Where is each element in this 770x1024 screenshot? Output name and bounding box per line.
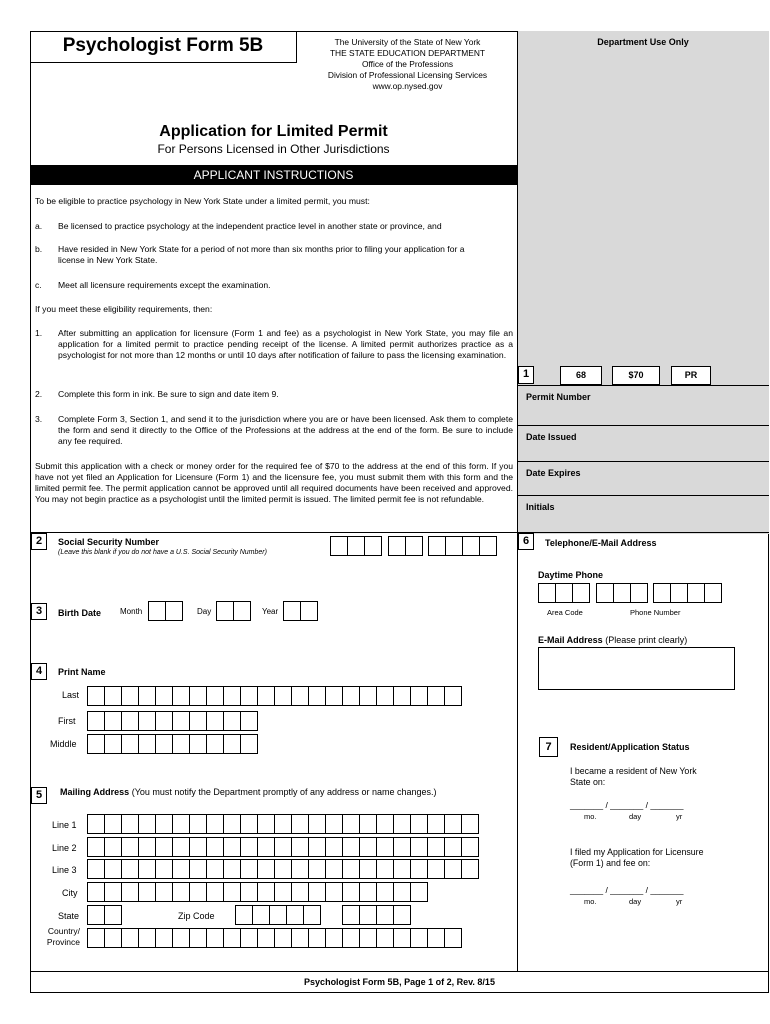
profession-code-box: PR: [671, 366, 711, 385]
address-char[interactable]: [138, 837, 156, 857]
country-char[interactable]: [444, 928, 462, 948]
ssn-digit[interactable]: [364, 536, 382, 556]
middle-name-char[interactable]: [121, 734, 139, 754]
address-char[interactable]: [325, 814, 343, 834]
address-char[interactable]: [172, 859, 190, 879]
country-char[interactable]: [291, 928, 309, 948]
country-char[interactable]: [427, 928, 445, 948]
last-name-char[interactable]: [308, 686, 326, 706]
ssn-digit[interactable]: [388, 536, 406, 556]
section-5-number: 5: [31, 787, 47, 804]
address-char[interactable]: [444, 837, 462, 857]
address-char[interactable]: [274, 814, 292, 834]
country-char[interactable]: [240, 928, 258, 948]
zip-digit[interactable]: [303, 905, 321, 925]
area-code-input[interactable]: [538, 583, 590, 603]
address-char[interactable]: [240, 814, 258, 834]
address-char[interactable]: [189, 859, 207, 879]
address-char[interactable]: [325, 837, 343, 857]
zip-digit[interactable]: [269, 905, 287, 925]
address-char[interactable]: [444, 859, 462, 879]
agency-website: www.op.nysed.gov: [372, 81, 443, 91]
first-name-char[interactable]: [121, 711, 139, 731]
zip-digit[interactable]: [393, 905, 411, 925]
section-6-number: 6: [518, 533, 534, 550]
address-char[interactable]: [461, 859, 479, 879]
email-input[interactable]: [538, 647, 735, 690]
first-name-char[interactable]: [138, 711, 156, 731]
mailing-address-note: (You must notify the Department promptly of any address or name changes.): [131, 787, 437, 797]
address-char[interactable]: [359, 814, 377, 834]
country-char[interactable]: [87, 928, 105, 948]
address-char[interactable]: [240, 837, 258, 857]
address-char[interactable]: [206, 859, 224, 879]
form-title-box: [30, 31, 297, 63]
requirement-c: Meet all licensure requirements except the examination.: [58, 280, 271, 290]
zip-digit[interactable]: [252, 905, 270, 925]
address-char[interactable]: [121, 837, 139, 857]
area-code-digit[interactable]: [538, 583, 556, 603]
first-name-char[interactable]: [87, 711, 105, 731]
req-a-marker: a.: [35, 221, 43, 231]
country-input[interactable]: [87, 928, 462, 948]
country-char[interactable]: [104, 928, 122, 948]
first-name-char[interactable]: [240, 711, 258, 731]
address-char[interactable]: [87, 859, 105, 879]
country-char[interactable]: [342, 928, 360, 948]
email-note: (Please print clearly): [605, 635, 688, 645]
address-char[interactable]: [376, 859, 394, 879]
city-char[interactable]: [240, 882, 258, 902]
ssn-input-area[interactable]: [428, 536, 497, 556]
address-char[interactable]: [308, 859, 326, 879]
state-label: State: [58, 911, 80, 921]
last-name-char[interactable]: [138, 686, 156, 706]
resident-status-label: Resident/Application Status: [570, 742, 690, 752]
first-name-char[interactable]: [206, 711, 224, 731]
agency-line: Division of Professional Licensing Services: [327, 70, 488, 80]
last-name-char[interactable]: [393, 686, 411, 706]
ssn-digit[interactable]: [479, 536, 497, 556]
address-char[interactable]: [393, 814, 411, 834]
city-char[interactable]: [155, 882, 173, 902]
instructions-bar: APPLICANT INSTRUCTIONS: [30, 165, 517, 185]
last-name-char[interactable]: [274, 686, 292, 706]
address-char[interactable]: [223, 814, 241, 834]
address-char[interactable]: [342, 814, 360, 834]
address-char[interactable]: [87, 837, 105, 857]
address-char[interactable]: [274, 837, 292, 857]
country-char[interactable]: [121, 928, 139, 948]
zip-code-input[interactable]: [235, 905, 321, 925]
form-title: Psychologist Form 5B: [62, 35, 264, 56]
section-2-number: 2: [31, 533, 47, 550]
address-char[interactable]: [104, 859, 122, 879]
address-char[interactable]: [376, 837, 394, 857]
address-char[interactable]: [189, 814, 207, 834]
address-line-1-label: Line 1: [52, 820, 77, 830]
last-name-char[interactable]: [121, 686, 139, 706]
instructions-intro: To be eligible to practice psychology in New York State under a limited permit, you must:: [35, 196, 370, 206]
address-char[interactable]: [410, 859, 428, 879]
city-label: City: [62, 888, 78, 898]
middle-name-input[interactable]: [87, 734, 258, 754]
address-char[interactable]: [155, 814, 173, 834]
phone-line-input[interactable]: [653, 583, 722, 603]
birth-day-digit[interactable]: [233, 601, 251, 621]
city-char[interactable]: [325, 882, 343, 902]
address-char[interactable]: [291, 859, 309, 879]
phone-digit[interactable]: [630, 583, 648, 603]
last-name-char[interactable]: [257, 686, 275, 706]
address-char[interactable]: [189, 837, 207, 857]
phone-digit[interactable]: [704, 583, 722, 603]
middle-name-label: Middle: [50, 739, 77, 749]
filed-date-input[interactable]: _______ / _______ / _______: [570, 885, 684, 895]
first-name-char[interactable]: [172, 711, 190, 731]
instructions-then: If you meet these eligibility requirements, then:: [35, 304, 213, 314]
phone-exchange-input[interactable]: [596, 583, 648, 603]
filed-year-caption: yr: [676, 897, 683, 906]
date-issued-field: Date Issued: [517, 425, 769, 461]
city-char[interactable]: [359, 882, 377, 902]
zip-digit[interactable]: [286, 905, 304, 925]
country-char[interactable]: [189, 928, 207, 948]
city-char[interactable]: [138, 882, 156, 902]
address-char[interactable]: [461, 837, 479, 857]
last-name-char[interactable]: [206, 686, 224, 706]
city-char[interactable]: [393, 882, 411, 902]
filed-date-text: I filed my Application for Licensure (Form 1) and fee on:: [570, 847, 704, 868]
first-name-char[interactable]: [104, 711, 122, 731]
resident-date-text: I became a resident of New York State on:: [570, 766, 697, 787]
address-char[interactable]: [155, 837, 173, 857]
address-char[interactable]: [138, 859, 156, 879]
birth-day-input[interactable]: [216, 601, 251, 621]
middle-name-char[interactable]: [240, 734, 258, 754]
last-name-char[interactable]: [155, 686, 173, 706]
middle-name-char[interactable]: [104, 734, 122, 754]
address-line-2-input[interactable]: [87, 837, 479, 857]
ssn-input-area[interactable]: [388, 536, 423, 556]
agency-line: THE STATE EDUCATION DEPARTMENT: [329, 48, 486, 58]
agency-line: The University of the State of New York: [334, 37, 481, 47]
phone-digit[interactable]: [687, 583, 705, 603]
phone-digit[interactable]: [653, 583, 671, 603]
middle-name-char[interactable]: [87, 734, 105, 754]
req-b-marker: b.: [35, 244, 43, 254]
step-3: Complete Form 3, Section 1, and send it to the jurisdiction where you are or have been licensed. Ask them to complete the form and send it directly to the Office of the Professions at the address at the end of the form. Be sure to include any fee required.: [58, 414, 513, 446]
address-char[interactable]: [359, 837, 377, 857]
resident-day-caption: day: [629, 812, 642, 821]
zip-digit[interactable]: [376, 905, 394, 925]
birth-month-input[interactable]: [148, 601, 183, 621]
last-name-char[interactable]: [87, 686, 105, 706]
mailing-address-heading: [60, 787, 437, 797]
country-char[interactable]: [206, 928, 224, 948]
address-char[interactable]: [155, 859, 173, 879]
agency-block: [300, 37, 515, 92]
last-name-input[interactable]: [87, 686, 462, 706]
email-heading: [538, 635, 687, 645]
address-line-3-input[interactable]: [87, 859, 479, 879]
address-char[interactable]: [121, 859, 139, 879]
country-char[interactable]: [274, 928, 292, 948]
birth-year-input[interactable]: [283, 601, 318, 621]
area-code-caption: Area Code: [547, 608, 583, 617]
last-name-char[interactable]: [359, 686, 377, 706]
last-name-char[interactable]: [410, 686, 428, 706]
permit-number-field: Permit Number: [517, 385, 769, 425]
zip-digit[interactable]: [342, 905, 360, 925]
country-char[interactable]: [325, 928, 343, 948]
requirement-b: Have resided in New York State for a period of not more than six months prior to filing your application for a license in New York State.: [58, 244, 465, 265]
address-char[interactable]: [274, 859, 292, 879]
birth-year-digit[interactable]: [300, 601, 318, 621]
middle-name-char[interactable]: [138, 734, 156, 754]
address-char[interactable]: [257, 814, 275, 834]
last-name-label: Last: [62, 690, 80, 700]
resident-month-caption: mo.: [584, 812, 597, 821]
middle-name-char[interactable]: [172, 734, 190, 754]
first-name-char[interactable]: [155, 711, 173, 731]
address-char[interactable]: [291, 837, 309, 857]
address-char[interactable]: [427, 837, 445, 857]
city-char[interactable]: [189, 882, 207, 902]
state-char[interactable]: [87, 905, 105, 925]
phone-digit[interactable]: [670, 583, 688, 603]
birth-year-digit[interactable]: [283, 601, 301, 621]
fee-instructions: Submit this application with a check or money order for the required fee of $70 to the address at the end of this form. If you have not yet filed an Application for Licensure (Form 1) and the licensure fee, you must submit them with this form and the limited permit fee. The permit application cannot be approved until all required documents have been received and approved. You may not begin practice as a psychologist until the limited permit is issued. The limited permit fee is not refundable.: [35, 461, 513, 504]
city-char[interactable]: [257, 882, 275, 902]
phone-digit[interactable]: [613, 583, 631, 603]
address-char[interactable]: [444, 814, 462, 834]
phone-number-caption: Phone Number: [630, 608, 681, 617]
section-4-number: 4: [31, 663, 47, 680]
last-name-char[interactable]: [104, 686, 122, 706]
country-char[interactable]: [376, 928, 394, 948]
country-label-line: Country/: [47, 926, 80, 936]
step-1-marker: 1.: [35, 328, 43, 338]
application-subtitle: For Persons Licensed in Other Jurisdictions: [157, 142, 390, 156]
birth-day-digit[interactable]: [216, 601, 234, 621]
address-char[interactable]: [206, 837, 224, 857]
birth-month-digit[interactable]: [165, 601, 183, 621]
state-char[interactable]: [104, 905, 122, 925]
agency-line: Office of the Professions: [361, 59, 454, 69]
column-divider: [517, 532, 518, 972]
email-label: E-Mail Address: [538, 635, 603, 645]
requirement-a: Be licensed to practice psychology at the independent practice level in another state or province, and: [58, 221, 442, 231]
country-label: [38, 926, 80, 948]
address-char[interactable]: [121, 814, 139, 834]
country-char[interactable]: [223, 928, 241, 948]
city-char[interactable]: [206, 882, 224, 902]
zip-digit[interactable]: [359, 905, 377, 925]
ssn-digit[interactable]: [428, 536, 446, 556]
birth-month-digit[interactable]: [148, 601, 166, 621]
last-name-char[interactable]: [376, 686, 394, 706]
city-char[interactable]: [104, 882, 122, 902]
country-char[interactable]: [138, 928, 156, 948]
address-char[interactable]: [240, 859, 258, 879]
last-name-char[interactable]: [189, 686, 207, 706]
middle-name-char[interactable]: [189, 734, 207, 754]
address-char[interactable]: [342, 837, 360, 857]
country-char[interactable]: [257, 928, 275, 948]
last-name-char[interactable]: [342, 686, 360, 706]
resident-year-caption: yr: [676, 812, 683, 821]
date-expires-field: Date Expires: [517, 461, 769, 495]
ssn-digit[interactable]: [445, 536, 463, 556]
first-name-char[interactable]: [223, 711, 241, 731]
city-char[interactable]: [223, 882, 241, 902]
city-input[interactable]: [87, 882, 428, 902]
address-line-1-input[interactable]: [87, 814, 479, 834]
section-divider: [30, 532, 769, 533]
ssn-digit[interactable]: [330, 536, 348, 556]
form-code-box: 68: [560, 366, 602, 385]
address-char[interactable]: [427, 814, 445, 834]
section-7-number: 7: [539, 737, 558, 757]
last-name-char[interactable]: [325, 686, 343, 706]
middle-name-char[interactable]: [206, 734, 224, 754]
city-char[interactable]: [376, 882, 394, 902]
first-name-label: First: [58, 716, 76, 726]
country-char[interactable]: [172, 928, 190, 948]
address-char[interactable]: [223, 859, 241, 879]
birth-day-label: Day: [197, 607, 212, 616]
city-char[interactable]: [172, 882, 190, 902]
address-char[interactable]: [104, 837, 122, 857]
address-char[interactable]: [308, 837, 326, 857]
mailing-address-label: Mailing Address: [60, 787, 130, 797]
department-use-title: Department Use Only: [597, 37, 689, 47]
address-char[interactable]: [138, 814, 156, 834]
section-3-number: 3: [31, 603, 47, 620]
first-name-input[interactable]: [87, 711, 258, 731]
footer-divider: [30, 971, 769, 972]
ssn-digit[interactable]: [462, 536, 480, 556]
address-char[interactable]: [393, 837, 411, 857]
last-name-char[interactable]: [427, 686, 445, 706]
zip-code-label: Zip Code: [178, 911, 215, 921]
zip-digit[interactable]: [235, 905, 253, 925]
step-2-marker: 2.: [35, 389, 43, 399]
country-label-line: Province: [46, 937, 80, 947]
city-char[interactable]: [308, 882, 326, 902]
step-1: After submitting an application for licensure (Form 1 and fee) as a psychologist in New York State, you may file an application for a limited permit to practice pending receipt of the license. A limited permit authorizes practice as a psychologist for not more than 12 months or until 10 days after notification of failure to pass the licensing examination.: [58, 328, 513, 360]
req-c-marker: c.: [35, 280, 42, 290]
address-char[interactable]: [172, 814, 190, 834]
city-char[interactable]: [274, 882, 292, 902]
print-name-label: Print Name: [58, 667, 106, 677]
state-input[interactable]: [87, 905, 122, 925]
zip-plus-four-input[interactable]: [342, 905, 411, 925]
last-name-char[interactable]: [172, 686, 190, 706]
country-char[interactable]: [308, 928, 326, 948]
city-char[interactable]: [291, 882, 309, 902]
last-name-char[interactable]: [240, 686, 258, 706]
address-char[interactable]: [393, 859, 411, 879]
middle-name-char[interactable]: [155, 734, 173, 754]
step-2: Complete this form in ink. Be sure to sign and date item 9.: [58, 389, 279, 399]
phone-digit[interactable]: [596, 583, 614, 603]
fee-box: $70: [612, 366, 660, 385]
country-char[interactable]: [359, 928, 377, 948]
birth-month-label: Month: [120, 607, 143, 616]
address-char[interactable]: [461, 814, 479, 834]
address-char[interactable]: [376, 814, 394, 834]
area-code-digit[interactable]: [555, 583, 573, 603]
address-char[interactable]: [410, 814, 428, 834]
country-char[interactable]: [410, 928, 428, 948]
filed-day-caption: day: [629, 897, 642, 906]
address-char[interactable]: [342, 859, 360, 879]
resident-date-input[interactable]: _______ / _______ / _______: [570, 800, 684, 810]
last-name-char[interactable]: [223, 686, 241, 706]
address-char[interactable]: [359, 859, 377, 879]
address-char[interactable]: [104, 814, 122, 834]
item-1-number: 1: [518, 366, 534, 384]
ssn-input-area[interactable]: [330, 536, 382, 556]
last-name-char[interactable]: [444, 686, 462, 706]
city-char[interactable]: [87, 882, 105, 902]
application-title: Application for Limited Permit: [159, 123, 388, 140]
ssn-label: Social Security Number: [58, 537, 160, 547]
address-line-2-label: Line 2: [52, 843, 77, 853]
daytime-phone-label: Daytime Phone: [538, 570, 604, 580]
address-line-3-label: Line 3: [52, 865, 77, 875]
telephone-email-label: Telephone/E-Mail Address: [545, 538, 657, 548]
step-3-marker: 3.: [35, 414, 43, 424]
footer-text: Psychologist Form 5B, Page 1 of 2, Rev. 8/15: [304, 977, 495, 987]
country-char[interactable]: [155, 928, 173, 948]
address-char[interactable]: [291, 814, 309, 834]
middle-name-char[interactable]: [223, 734, 241, 754]
city-char[interactable]: [410, 882, 428, 902]
address-char[interactable]: [257, 859, 275, 879]
last-name-char[interactable]: [291, 686, 309, 706]
city-char[interactable]: [121, 882, 139, 902]
first-name-char[interactable]: [189, 711, 207, 731]
address-char[interactable]: [257, 837, 275, 857]
ssn-digit[interactable]: [347, 536, 365, 556]
address-char[interactable]: [87, 814, 105, 834]
ssn-digit[interactable]: [405, 536, 423, 556]
initials-field: Initials: [517, 495, 769, 534]
birth-date-label: Birth Date: [58, 608, 102, 618]
filed-month-caption: mo.: [584, 897, 597, 906]
address-char[interactable]: [308, 814, 326, 834]
address-char[interactable]: [223, 837, 241, 857]
address-char[interactable]: [172, 837, 190, 857]
ssn-note: (Leave this blank if you do not have a U.S. Social Security Number): [58, 549, 267, 556]
address-char[interactable]: [427, 859, 445, 879]
country-char[interactable]: [393, 928, 411, 948]
city-char[interactable]: [342, 882, 360, 902]
address-char[interactable]: [325, 859, 343, 879]
address-char[interactable]: [410, 837, 428, 857]
address-char[interactable]: [206, 814, 224, 834]
area-code-digit[interactable]: [572, 583, 590, 603]
birth-year-label: Year: [262, 607, 279, 616]
